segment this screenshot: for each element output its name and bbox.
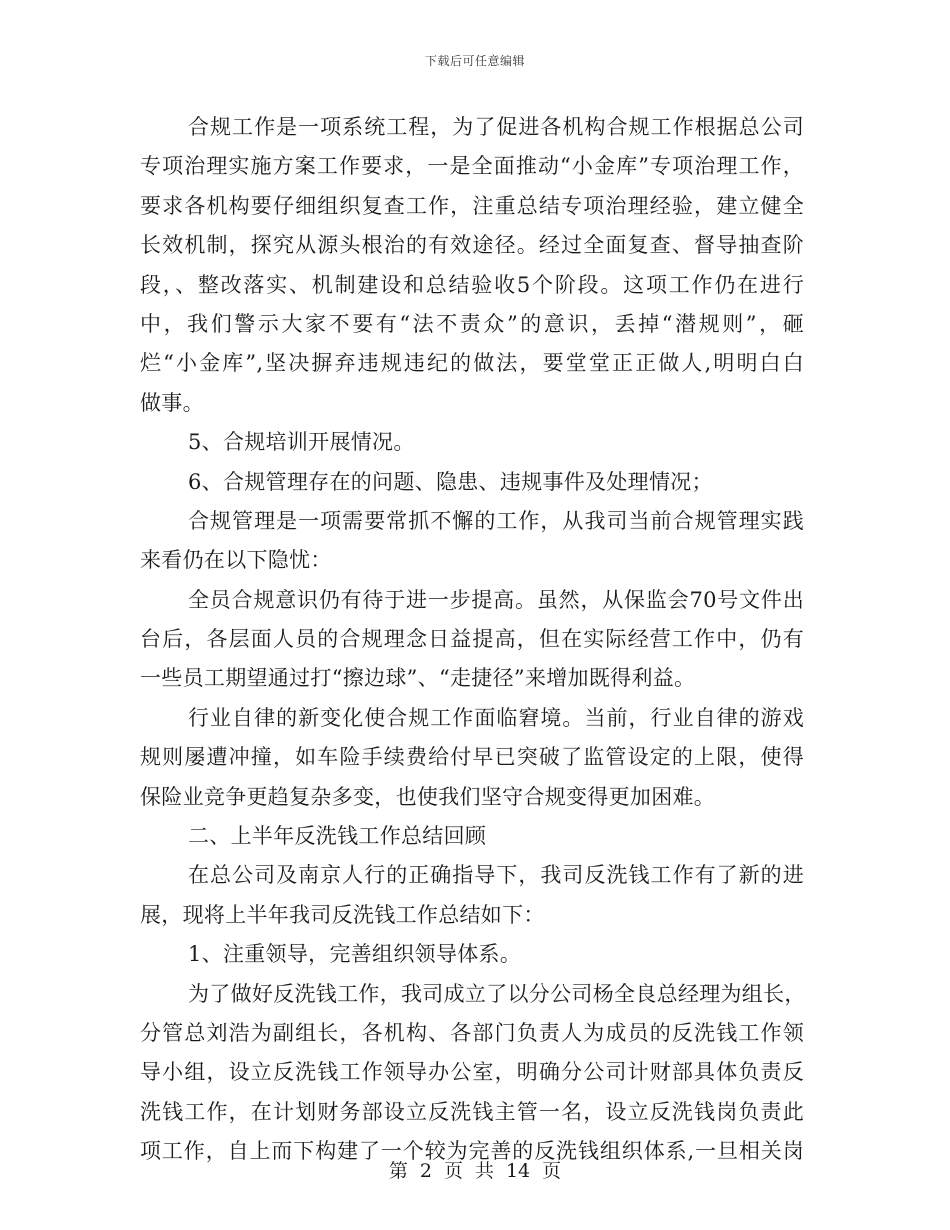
text-line: 在总公司及南京人行的正确指导下，我司反洗钱工作有了新的进 <box>188 863 804 888</box>
footer-total-label: 共 <box>474 1160 494 1182</box>
page-number: 2 <box>419 1160 432 1182</box>
page-footer <box>0 1156 950 1183</box>
text-line: 保险业竞争更趋复杂多变，也使我们坚守合规变得更加困难。 <box>140 784 716 809</box>
text-line: 5、合规培训开展情况。 <box>188 430 415 455</box>
footer-suffix: 页 <box>542 1160 562 1182</box>
text-line: 做事。 <box>140 390 204 415</box>
text-line: 规则屡遭冲撞，如车险手续费给付早已突破了监管设定的上限，使得 <box>140 745 804 770</box>
text-line: 一些员工期望通过打“擦边球”、“走捷径”来增加既得利益。 <box>140 666 696 691</box>
text-line: 来看仍在以下隐忧： <box>140 548 332 573</box>
text-line: 6、合规管理存在的问题、隐患、违规事件及处理情况； <box>188 469 713 494</box>
text-line: 展，现将上半年我司反洗钱工作总结如下： <box>140 902 545 927</box>
text-line: 分管总刘浩为副组长，各机构、各部门负责人为成员的反洗钱工作领 <box>140 1020 804 1045</box>
document-body <box>140 108 804 1172</box>
text-line: 合规工作是一项系统工程，为了促进各机构合规工作根据总公司 <box>188 115 804 139</box>
text-line: 长效机制，探究从源头根治的有效途径。经过全面复查、督导抽查阶 <box>140 233 804 258</box>
text-line: 要求各机构要仔细组织复查工作，注重总结专项治理经验，建立健全 <box>140 193 804 218</box>
text-line: 导小组，设立反洗钱工作领导办公室，明确分公司计财部具体负责反 <box>140 1060 804 1085</box>
text-line: 中，我们警示大家不要有“法不责众”的意识，丢掉“潜规则”，砸 <box>140 311 804 336</box>
text-line: 段，、整改落实、机制建设和总结验收5个阶段。这项工作仍在进行 <box>140 272 804 297</box>
text-line: 合规管理是一项需要常抓不懈的工作，从我司当前合规管理实践 <box>188 508 804 533</box>
text-line: 二、上半年反洗钱工作总结回顾 <box>188 824 487 849</box>
text-line: 专项治理实施方案工作要求，一是全面推动“小金库”专项治理工作， <box>140 154 804 179</box>
footer-prefix: 第 <box>388 1160 408 1182</box>
text-line: 烂“小金库”,坚决摒弃违规违纪的做法，要堂堂正正做人,明明白白 <box>140 351 804 376</box>
text-line: 洗钱工作，在计划财务部设立反洗钱主管一名，设立反洗钱岗负责此 <box>140 1099 804 1124</box>
footer-middle: 页 <box>443 1160 463 1182</box>
text-line: 为了做好反洗钱工作，我司成立了以分公司杨全良总经理为组长， <box>188 981 806 1006</box>
text-line: 项工作，自上而下构建了一个较为完善的反洗钱组织体系,一旦相关岗 <box>140 1139 804 1164</box>
text-line: 1、注重领导，完善组织领导体系。 <box>188 942 522 967</box>
total-pages: 14 <box>505 1160 531 1182</box>
text-line: 行业自律的新变化使合规工作面临窘境。当前，行业自律的游戏 <box>188 705 804 730</box>
text-line: 全员合规意识仍有待于进一步提高。虽然，从保监会70号文件出 <box>188 587 804 612</box>
page-header: 下载后可任意编辑 <box>424 54 525 68</box>
text-line: 台后，各层面人员的合规理念日益提高，但在实际经营工作中，仍有 <box>140 627 804 652</box>
